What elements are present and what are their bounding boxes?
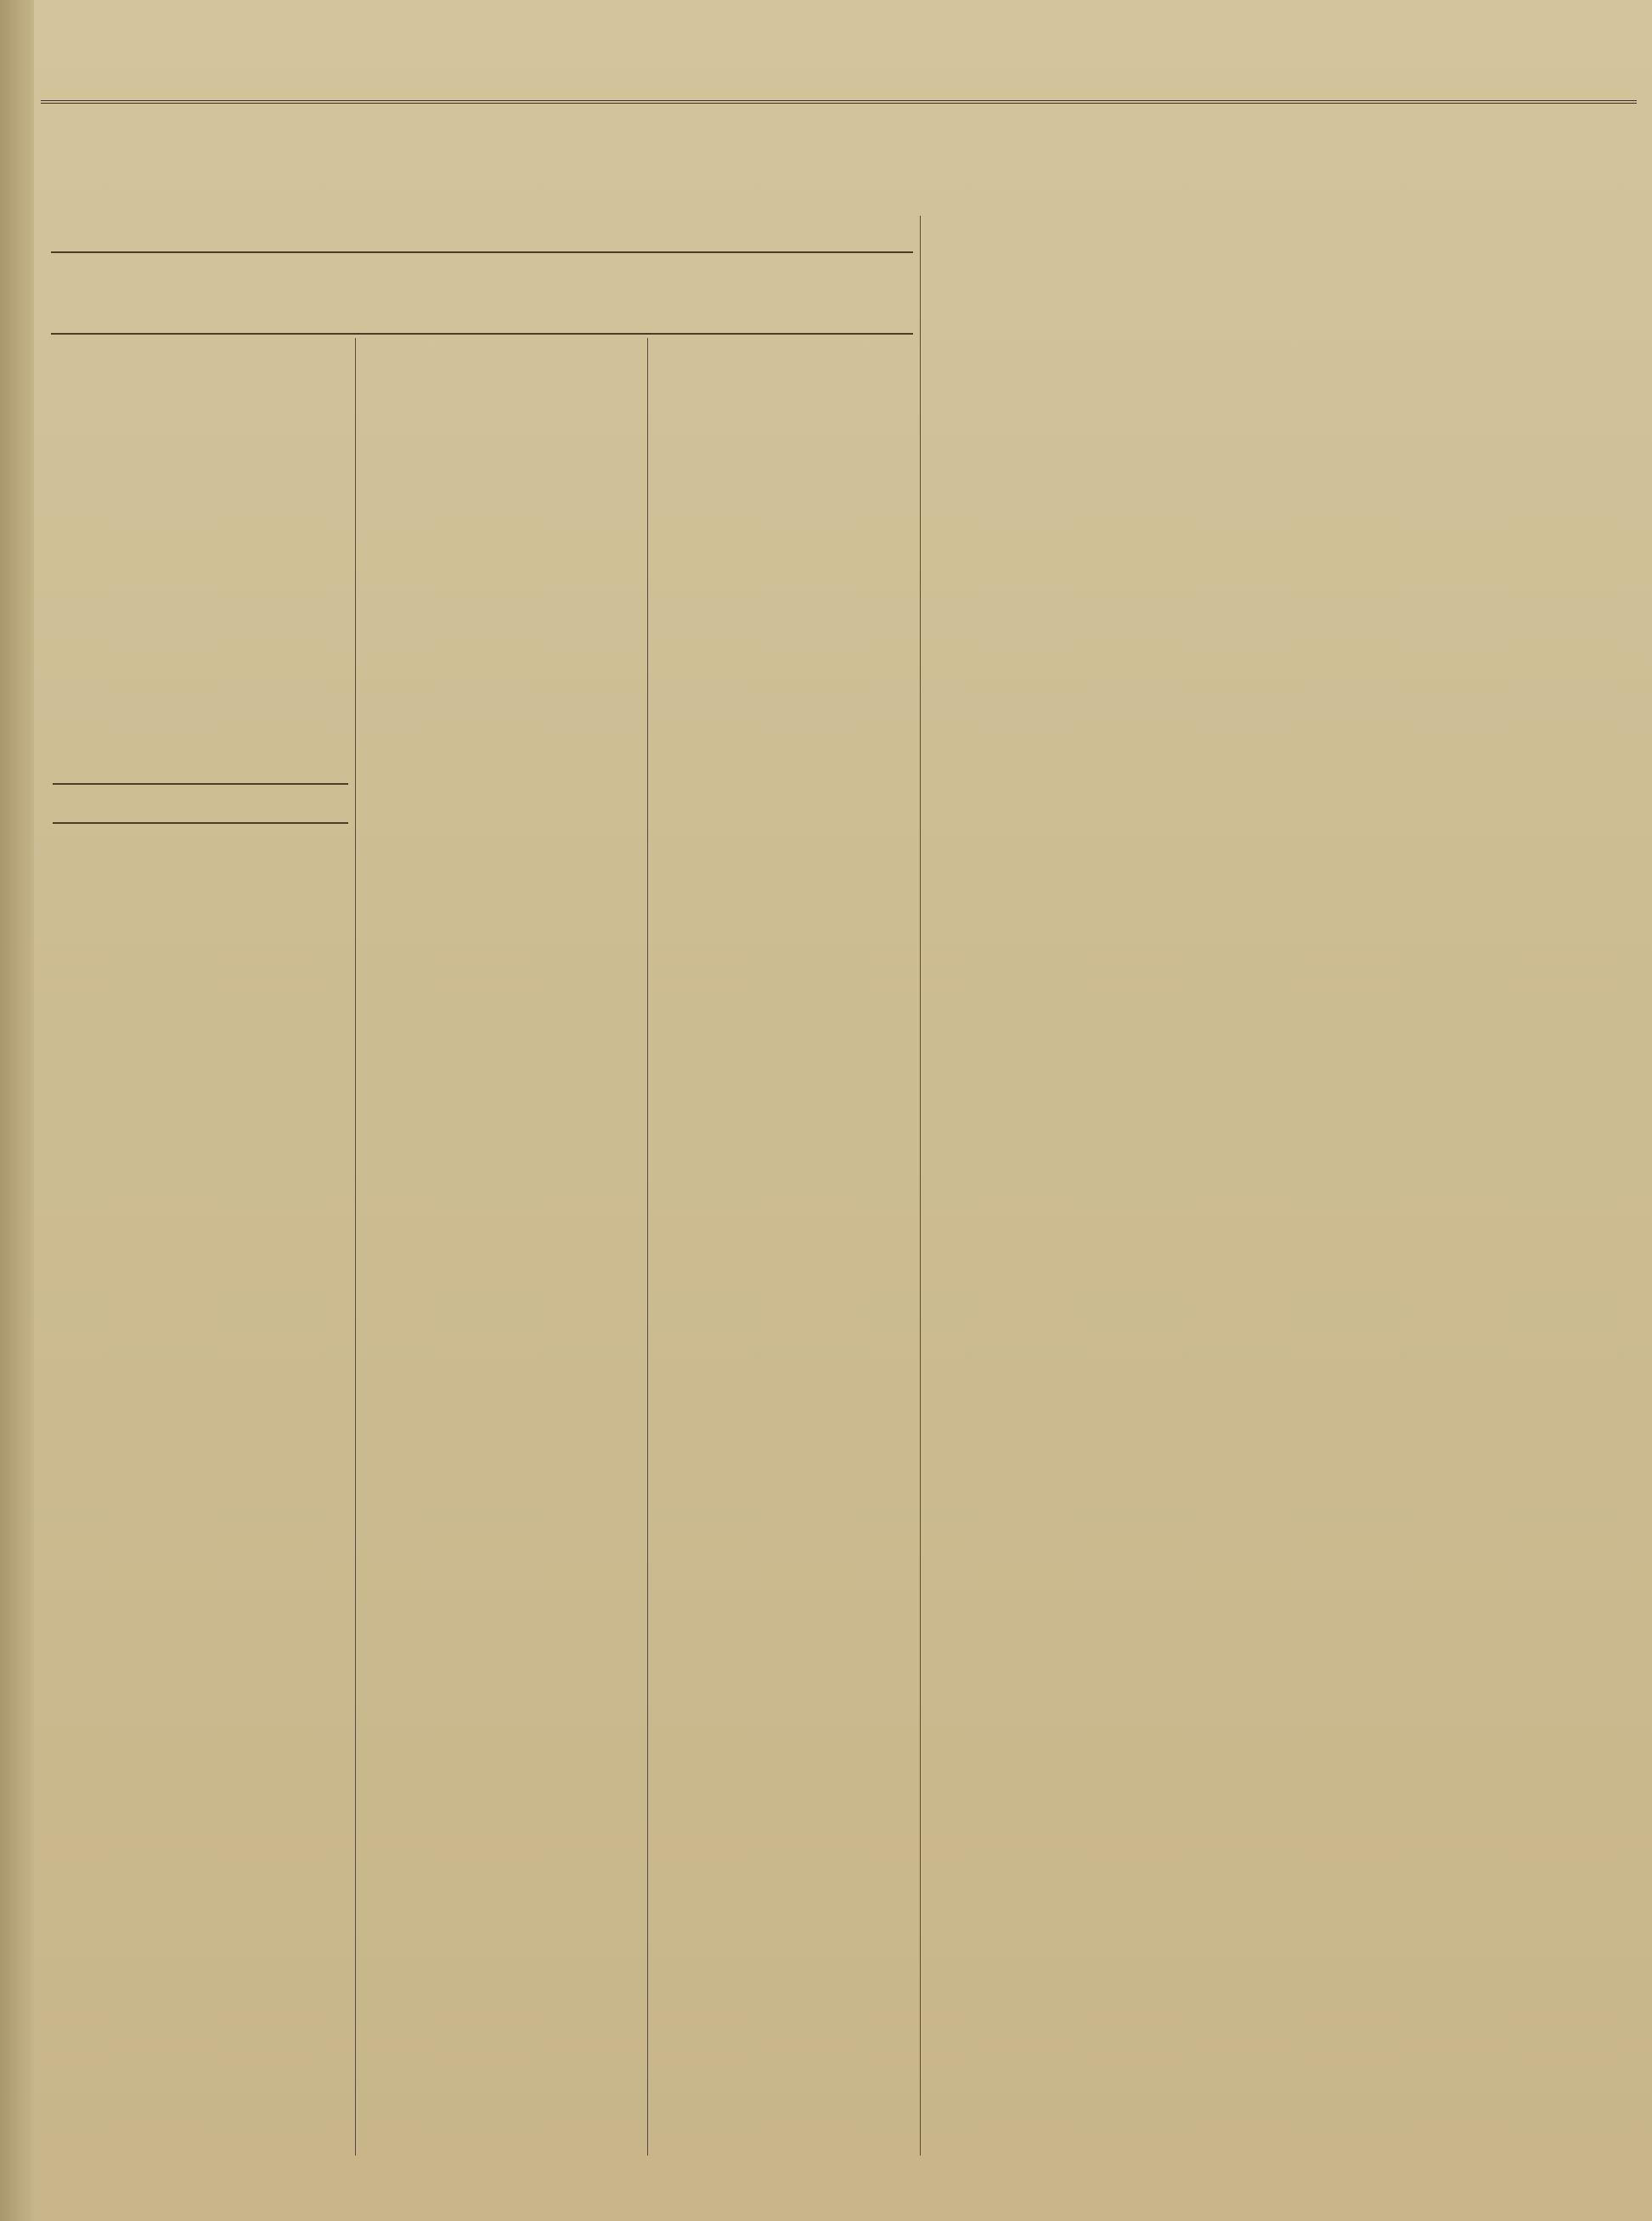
article-col-1b <box>53 827 348 2156</box>
heading-rule <box>53 783 348 785</box>
article-col-3f <box>654 1831 913 2156</box>
kicker-rule <box>51 251 913 253</box>
article-col-3d <box>654 1257 913 1546</box>
dateline-vienna <box>212 338 348 355</box>
header-rule <box>41 100 1637 104</box>
article-col-2 <box>362 338 640 801</box>
column-rule <box>355 338 356 2156</box>
article-col-2b <box>362 805 640 1633</box>
article-col-3 <box>654 338 913 557</box>
article-col-3e <box>654 1551 913 1806</box>
column-rule <box>647 338 648 2156</box>
subhead-rule <box>51 333 913 335</box>
heading-rule <box>53 822 348 824</box>
article-col-1 <box>53 355 348 801</box>
article-col-3b <box>654 581 913 1040</box>
article-col-2c <box>362 1661 640 2156</box>
page-fold-shadow <box>0 0 34 2221</box>
article-col-3c <box>654 1045 913 1232</box>
column-rule <box>920 216 921 2156</box>
